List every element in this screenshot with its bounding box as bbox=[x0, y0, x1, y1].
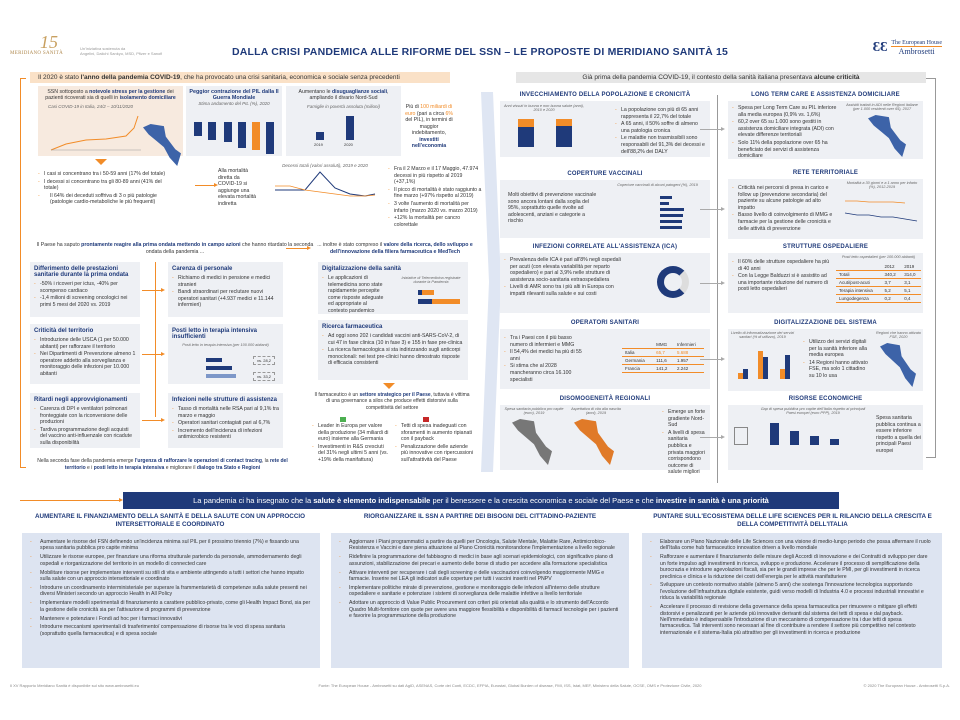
connector-line bbox=[155, 262, 156, 417]
digital-panel: Livello di informatizzazione dei servizi sanitari (% di utilizzo), 2019 - Utilizzo dei servizi digitali per la sanità inferiore alla media europea - 14 Regioni hanno attivato FSE, ma solo 1 cittadino su 10 lo usa Regioni che hanno attivato FSE, 2020 bbox=[728, 329, 923, 391]
pil-panel: Peggior contrazione del PIL dalla II Guerra Mondiale Stima andamento del PIL (%), 2020 bbox=[186, 86, 282, 156]
map-aspettativa bbox=[574, 419, 614, 465]
connector-line bbox=[717, 95, 718, 483]
operatori-table: MMG Infermieri Italia 65,7 5.688 Germania 111,6 1.957 Francia 141,2 2.242 bbox=[622, 341, 704, 373]
poverty-bar-2019 bbox=[316, 132, 324, 140]
reaction-text: Il Paese ha saputo prontamente reagire alla prima ondata mettendo in campo azioni che hanno ritardato la seconda ondata della pandemia ... bbox=[36, 242, 314, 255]
chevron-right-divider bbox=[481, 92, 501, 472]
second-wave-note: Nella seconda fase della pandemia emerge l'urgenza di rafforzare le operazioni di contact tracing, la rete del territorio e i posti letto in terapia intensiva e migliorare il dialogo tra Stato e Regioni bbox=[37, 458, 288, 471]
down-arrow-icon bbox=[383, 383, 395, 389]
disomog-panel: Spesa sanitaria pubblica pro capite (euro), 2019 Aspettativa di vita alla nascita (anni), 2019 - Emerge un forte gradiente Nord-Sud - A livelli di spesa sanitaria pubblica e privata maggiori corrispondono outcome di salute migliori bbox=[500, 405, 710, 470]
ospedaliere-panel: - Il 60% delle strutture ospedaliere ha più di 40 anni - Con la Legge Balduzzi si è assistito ad una importante riduzione del numero di posti letto ospedalieri Posti letto ospedalieri (per 100.000 abitanti) 2012 2019 Totali 340,2 314,0 Acuti/post-acuti 3,7 3,1 Terapia intensiva 5,2 5,1 Lungodegenza 0,2 0,4 bbox=[728, 253, 923, 313]
pharma-strategic-note: Il farmaceutico è un settore strategico per il Paese, tuttavia è vittima di una governance a silos che produce effetti distorsivi sulla competitività del settore bbox=[314, 392, 470, 411]
covid-cases-line-chart bbox=[46, 114, 146, 154]
ltc-map bbox=[868, 115, 906, 157]
mortality-chart: Decessi totali (valori assoluti), 2019 e 2020 bbox=[265, 163, 385, 211]
right-banner: Già prima della pandemia COVID-19, il contesto della sanità italiana presentava alcune criticità bbox=[516, 72, 926, 83]
thumbs-down-icon bbox=[423, 417, 429, 422]
box-differimento: Differimento delle prestazioni sanitarie durante la prima ondata - -50% i ricoveri per ictus, -40% per scompenso cardiaco - -1,4 milioni di screening oncologici nei primi 5 mesi del 2020 vs. 2019 bbox=[30, 262, 140, 317]
box-infezioni-rsa: Infezioni nelle strutture di assistenza - Tasso di mortalità nelle RSA pari al 9,1% tra marzo e maggio - Operatori sanitari contagiati pari al 6,7% - Incremento dell'incidenza di infezioni antimicrobico resistenti bbox=[168, 393, 283, 448]
indirect-mortality-note: Alla mortalità diretta da COVID-19 si aggiunge una elevata mortalità indiretta bbox=[218, 168, 257, 207]
thumbs-up-icon bbox=[340, 417, 346, 422]
ica-panel: - Prevalenza delle ICA è pari all'8% negli ospedali per acuti (con elevata variabilità per reparto ospedaliero) e pari al 3,9% nelle strutture di assistenza socio-sanitaria extraospedaliera - Livelli di AMR sono tra i più alti in Europa con impatti rilevanti sulla salute e sui costi bbox=[500, 253, 710, 313]
posti-letto-table: 2012 2019 Totali 340,2 314,0 Acuti/post-acuti 3,7 3,1 Terapia intensiva 5,2 5,1 Lungodegenza 0,2 0,4 bbox=[836, 263, 921, 303]
meridiano-sanita-logo: 15 MERIDIANO SANITÀ bbox=[10, 32, 63, 56]
down-arrow-icon bbox=[95, 159, 107, 165]
vaccini-panel: Molti obiettivi di prevenzione vaccinale sono ancora lontani dalla soglia del 95%, soprattutto quelle rivolte ad adolescenti, anziani e categorie a rischio Coperture vaccinali di alcuni patogeni (%), 2019 bbox=[500, 180, 710, 238]
covid-cases-panel: SSN sottoposto a notevole stress per la gestione dei pazienti ricoverati sia di quelli in isolamento domiciliare Casi COVID-19 in Italia, 24/2 – 10/11/2020 bbox=[38, 86, 183, 156]
proposal-panel-ssn: - Aggiornare i Piani programmatici a partire da quelli per Oncologia, Salute Mentale, Malattie Rare, Antimicrobico-Resistenza e Vaccini e dare piena attuazione al Piano Cronicità monitorandone l'implementazione a livello regionale - Ridefinire la programmazione del fabbisogno di medici in base agli scenari epidemiologici, con significativo piano di assunzioni, stabilizzazione dei precari e aumento delle borse di studio per accedere alla formazione specialistica - Attivare interventi per recuperare i cali degli screening e delle vaccinazioni coinvolgendo maggiormente MMG e farmacie. Inserire nei LEA gli indicatori sulle coperture per tutti i vaccini inseriti nel PNPV - Implementare politiche mirate di prevenzione, gestione e monitoraggio delle infezioni all'interno delle strutture ospedaliere e sanitarie e potenziare i sistemi di sorveglianza delle malattie infettive a livello territoriale - Adottare un approccio di Value Public Procurement con criteri più orientati alla qualità e lo strumento dell'Accordo Quadro Multi-fornitore con quote per avere una maggiore flessibilità e disponibilità di farmaci/ tecnologie per i pazienti e favorire la programmazione della produzione bbox=[331, 533, 629, 668]
map-spesa bbox=[512, 419, 552, 465]
teha-mark-icon: ƐƐ bbox=[872, 40, 888, 55]
left-banner: Il 2020 è stato l'anno della pandemia COVID-19, che ha provocato una crisi sanitaria, economica e sociale senza precedenti bbox=[30, 72, 450, 83]
risorse-panel: Gap di spesa pubblica pro capite dell'Italia rispetto ai principali Paesi europei (euro PPP), 2019 Spesa sanitaria pubblica continua a essere inferiore rispetto a quella dei principali Paesi europei bbox=[728, 405, 923, 470]
operatori-panel: - Tra i Paesi con il più basso numero di infermieri e MMG - Il 54,4% dei medici ha più di 55 anni - Si stima che al 2028 mancheranno circa 16.100 specialisti MMG Infermieri Italia 65,7 5.688 Germania 111,6 1.957 Francia 141,2 2.242 bbox=[500, 329, 710, 389]
funds-note: Più di 100 miliardi di euro (pari a circa 6% del PIL), in termini di maggior indebitamento, investiti nell'economia bbox=[405, 104, 453, 149]
footer-left: Il XV Rapporto Meridiano Sanità è disponibile sul sito www.ambrosetti.eu bbox=[10, 683, 139, 688]
sponsor-text: Un'iniziativa sostenuta da Angelini, Daiichi Sankyo, MSD, Pfizer e Sanofi bbox=[80, 46, 163, 56]
box-terapia-intensiva: Posti letto in terapia intensiva insufficienti Posti letto in terapia intensiva (per 100.000 abitanti) vs. 28,2 vs. 33,2 bbox=[168, 324, 283, 384]
covid-bullets: - I casi si concentrano tra i 50-59 anni (17% del totale) - I decessi si concentrano tra gli 80-89 anni (41% del totale) - Il 64% dei deceduti soffriva di 3 o più patologie (patologie cardio-metaboliche le più frequenti) bbox=[38, 171, 173, 207]
pharma-negatives: - Tetti di spesa inadeguati con sforamenti in aumento ripianati con il payback - Penalizzazione delle aziende più innovative con ripercussioni sull'attrattività del Paese bbox=[395, 417, 475, 465]
pharma-positives: - Leader in Europa per valore della produzione (34 miliardi di euro) insieme alla Germania - Investimenti in R&S cresciuti del 31% negli ultimi 5 anni (vs. +19% della manifattura) bbox=[312, 417, 392, 465]
pil-bar bbox=[208, 122, 216, 140]
proposal-panel-financing: - Aumentare le risorse del FSN definendo un'incidenza minima sul PIL per il prossimo triennio (7%) e fissando una spesa sanitaria pubblica pro capite minima - Utilizzare le risorse europee, per finanziare una riforma strutturale partendo da personale, ammodernamento degli ospedali e riorganizzazione del territorio in un modello di connected care - Mobilitare risorse per implementare interventi su stili di vita e ambiente attingendo a tutti i settori che hanno impatto sulla salute con un approccio intersettoriale e coordinato - Introdurre un coordinamento interministeriale per superare la frammentarietà di competenze sulla salute presenti nei diversi Ministeri secondo un approccio Health in All Policy - Implementare modelli sperimentali di finanziamento a carattere pubblico-privato, come gli Health Impact Bond, sia per la gestione delle cronicità sia per l'attivazione di programmi di prevenzione - Mantenere e potenziare i Fondi ad hoc per i farmaci innovativi - Introdurre meccanismi sperimentali di trasferimento/ compensazione di risorse tra le voci di spesa sanitaria (soprattutto quella farmaceutica) e di spesa sociale bbox=[22, 533, 320, 668]
page-title: DALLA CRISI PANDEMICA ALLE RIFORME DEL SSN – LE PROPOSTE DI MERIDIANO SANITÀ 15 bbox=[231, 46, 729, 58]
proposal-panel-life-sciences: - Elaborare un Piano Nazionale delle Life Sciences con una visione di medio-lungo periodo che possa affermare il ruolo dell'Italia come hub farmaceutico innovation driven a livello mondiale - Rafforzare e aumentare il finanziamento delle misure degli Accordi di innovazione e dei Contratti di sviluppo per dare un forte impulso agli investimenti in ricerca, sviluppo e produzione. Accelerare il processo di semplificazione della burocrazia e introdurre agevolazioni fiscali, sia per le grandi imprese che per le PMI, per gli investimenti in ricerca preclinica e clinica e la riduzione dei costi dell'energia per le attività manifatturiere - Sviluppare un contesto normativo stabile (almeno 5 anni) che sostenga l'innovazione tecnologica supportando l'evoluzione dell'infrastruttura digitale esistente, guidi verso modelli di Industria 4.0 e processi industriali innovativi e riduca la variabilità regionale - Accelerare il processo di revisione della governance della spesa farmaceutica per rimuovere o mitigare gli effetti distorsivi e penalizzanti per le aziende più innovative derivanti dal sistema dei tetti di spesa e dal payback. Nell'immediato è indispensabile l'introduzione di un meccanismo di compensazione tra i due tetti di spesa farmaceutica. Tali interventi sono necessari al fine di contribuire a rendere il settore più competitivo nel contesto internazionale e il sistema-Italia più attrattivo per gli investimenti in ricerca e produzione bbox=[642, 533, 942, 668]
rete-panel: - Criticità nei percorsi di presa in carico e follow up (prevenzione secondaria) del paziente su alcune patologie ad alto impatto - Basso livello di coinvolgimento di MMG e farmacie per la gestione delle cronicità e delle attività di prevenzione Mortalità a 30 giorni e a 1 anno per infarto (%), 2012-2019 bbox=[728, 179, 923, 239]
ica-donut-chart bbox=[657, 266, 689, 298]
box-territorio: Criticità del territorio - Introduzione delle USCA (1 per 50.000 abitanti) per rafforzare il territorio - Nei Dipartimenti di Prevenzione almeno 1 operatore addetto alla sorveglianza e monitoraggio delle infezioni per 10.000 abitanti bbox=[30, 324, 140, 384]
arrow-right-icon bbox=[142, 420, 162, 421]
pil-bar bbox=[238, 122, 246, 148]
pil-bar-italy bbox=[252, 122, 260, 150]
ltc-panel: - Spesa per Long Term Care su PIL inferiore alla media europea (0,9% vs. 1,6%) - 60,2 over 65 su 1.000 sono gestiti in assistenza domiciliare integrata (ADI) con elevate differenze territoriali - Solo 11% della popolazione over 65 ha beneficiato dei servizi di assistenza domiciliare Assistiti trattati in ADI nelle Regioni italiane (per 1.000 residenti over 65), 2017 bbox=[728, 101, 923, 159]
box-personale: Carenza di personale - Richiamo di medici in pensione e medici stranieri - Bandi straordinari per reclutare nuovi operatori sanitari (+4.937 medici e 11.144 infermieri) bbox=[168, 262, 283, 317]
footer-copyright: © 2020 The European House - Ambrosetti S.p.A. bbox=[863, 683, 950, 688]
poverty-bar-2020 bbox=[346, 116, 354, 140]
arrow-right-icon bbox=[142, 290, 162, 291]
invecchiamento-panel: Anni vissuti in buona e non buona salute (anni), 2010 e 2020 - La popolazione con più di 65 anni rappresenta il 22,7% del totale - A 65 anni, il 50% soffre di almeno una patologia cronica - Le malattie non trasmissibili sono responsabili del 91,3% dei decessi e dell'88,2% dei DALY bbox=[500, 101, 710, 157]
pil-bar bbox=[224, 122, 232, 142]
header bbox=[0, 0, 960, 70]
rete-line-chart bbox=[843, 193, 921, 233]
right-frame-connector bbox=[926, 78, 936, 458]
pil-bar bbox=[266, 122, 274, 154]
pil-bar bbox=[194, 122, 202, 136]
box-ritardi: Ritardi negli approvvigionamenti - Carenza di DPI e ventilatori polmonari fronteggiate con la riconversione delle produzioni - Tardiva programmazione degli acquisti del vaccino anti-influenzale con ricadute sulla disponibilità bbox=[30, 393, 140, 448]
arrow-right-icon bbox=[142, 354, 162, 355]
arrow-right-icon bbox=[195, 185, 215, 186]
key-message-banner: La pandemia ci ha insegnato che la salute è elemento indispensabile per il benessere e la crescita economica e sociale del Paese e che investire in sanità è una priorità bbox=[123, 492, 839, 509]
document-icon bbox=[734, 427, 748, 445]
left-frame-connector bbox=[20, 78, 26, 468]
inequality-panel: Aumentano le disuguaglianze sociali, ampliando il divario Nord-Sud Famiglie in povertà assoluta (milioni) 2019 2020 bbox=[286, 86, 401, 156]
fse-map bbox=[880, 343, 916, 387]
mortality-notes: - Fra il 2 Marzo e il 17 Maggio, 47.974 decessi in più rispetto al 2019 (+37,1%) - Il picco di mortalità è stato raggiunto a fine marzo (+97% rispetto al 2019) - 3 volte l'aumento di mortalità per infarto (marzo 2020 vs. marzo 2019) - +12% la mortalità per cancro colorettale bbox=[388, 166, 483, 229]
arrow-right-icon bbox=[286, 248, 308, 249]
research-value-text: ... inoltre è stato compreso il valore della ricerca, dello sviluppo e dell'innovazione della filiera farmaceutica e MedTech bbox=[317, 242, 473, 255]
footer-sources: Fonte: The European House - Ambrosetti su dati AgID, ASENAS, Corte dei Conti, ECDC, EFPIA, Eurostat, Global Burden of disease, FMI, ISS, Istat, MEF, Ministero della Salute, OCSE, OMS e Protezione Civile, 2020 bbox=[318, 683, 702, 688]
box-ricerca-farmaceutica: Ricerca farmaceutica - Ad oggi sono 202 i candidati vaccini anti-SARS-CoV-2, di cui 47 in fase clinica (10 in fase 3) e 155 in fase pre-clinica - La ricerca farmacologica si sta indirizzando sugli anticorpi monoclonali: nei test pre-clinici hanno dimostrato risposte di efficacia consistenti bbox=[318, 320, 468, 380]
box-digitalizzazione-sanita: Digitalizzazione della sanità - Le applicazioni di telemedicina sono state rapidamente percepite come risposte adeguate ed appropriate al contesto pandemico Iniziative di Telemedicina registrate durante la Pandemia bbox=[318, 262, 468, 314]
ambrosetti-logo: ƐƐ The European House Ambrosetti bbox=[872, 40, 942, 56]
italy-covid-map bbox=[143, 124, 181, 166]
